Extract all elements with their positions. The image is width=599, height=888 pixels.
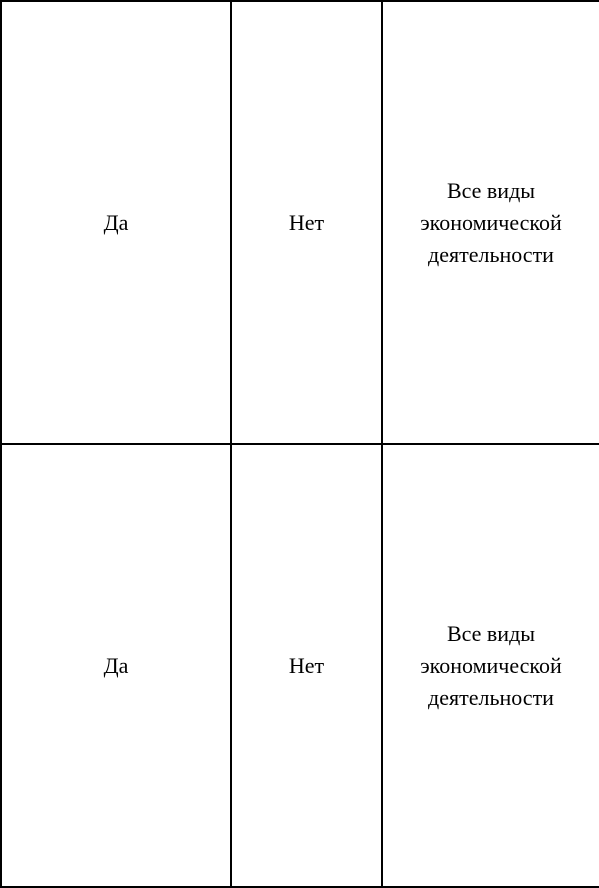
- cell-text: Да: [103, 209, 129, 235]
- cell-text: Все виды экономической деятельности: [420, 620, 562, 710]
- table-cell-col3: [382, 444, 599, 887]
- table-cell-col3: [382, 1, 599, 444]
- table-cell-col2: [231, 1, 382, 444]
- cell-text: Нет: [288, 209, 325, 235]
- cell-text: Все виды экономической деятельности: [420, 177, 562, 267]
- table-cell-col2: [231, 444, 382, 887]
- table-cell-col1: [1, 444, 231, 887]
- table-row: [1, 1, 599, 444]
- cell-text: Да: [103, 652, 129, 678]
- table-row: [1, 444, 599, 887]
- cell-text: Нет: [288, 652, 325, 678]
- table-cell-col1: [1, 1, 231, 444]
